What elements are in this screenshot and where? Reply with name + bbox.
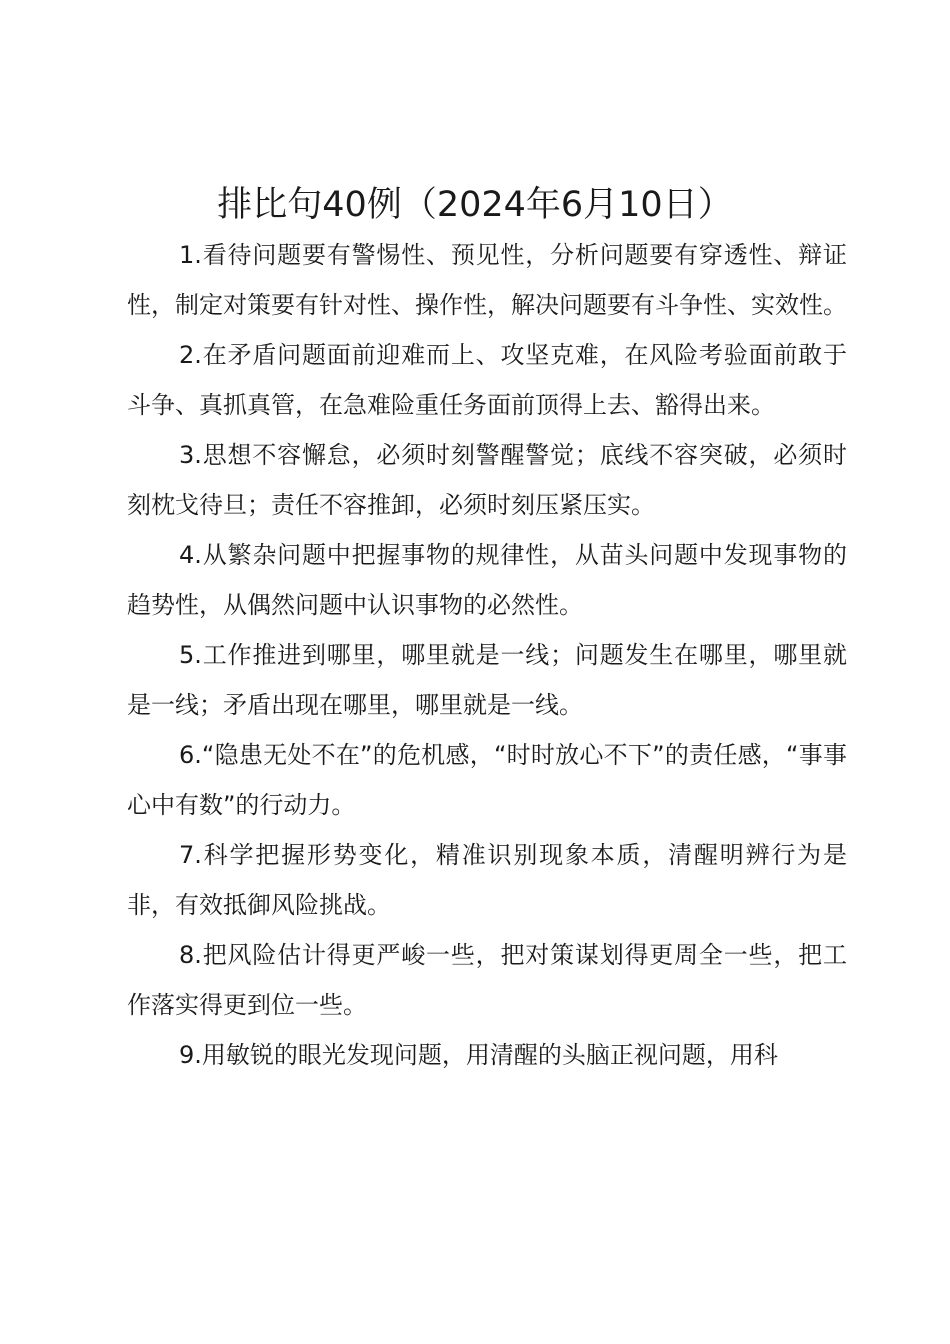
paragraph-6: 6.“隐患无处不在”的危机感，“时时放心不下”的责任感，“事事心中有数”的行动力。	[127, 741, 847, 819]
paragraph-8: 8.把风险估计得更严峻一些，把对策谋划得更周全一些，把工作落实得更到位一些。	[127, 941, 847, 1019]
paragraph-3: 3.思想不容懈怠，必须时刻警醒警觉；底线不容突破，必须时刻枕戈待旦；责任不容推卸，必须时刻压紧压实。	[127, 441, 847, 519]
paragraph-2: 2.在矛盾问题面前迎难而上、攻坚克难，在风险考验面前敢于斗争、真抓真管，在急难险重任务面前顶得上去、豁得出来。	[127, 341, 847, 419]
paragraph-4: 4.从繁杂问题中把握事物的规律性，从苗头问题中发现事物的趋势性，从偶然问题中认识事物的必然性。	[127, 541, 847, 619]
document-title: 排比句40例（2024年6月10日）	[217, 185, 733, 225]
paragraph-1: 1.看待问题要有警惕性、预见性，分析问题要有穿透性、辩证性，制定对策要有针对性、操作性，解决问题要有斗争性、实效性。	[127, 241, 847, 319]
paragraph-5: 5.工作推进到哪里，哪里就是一线；问题发生在哪里，哪里就是一线；矛盾出现在哪里，哪里就是一线。	[127, 641, 847, 719]
document-body	[127, 230, 847, 1080]
paragraph-7: 7.科学把握形势变化，精准识别现象本质，清醒明辨行为是非，有效抵御风险挑战。	[127, 841, 847, 919]
paragraph-9: 9.用敏锐的眼光发现问题，用清醒的头脑正视问题，用科	[179, 1041, 778, 1069]
